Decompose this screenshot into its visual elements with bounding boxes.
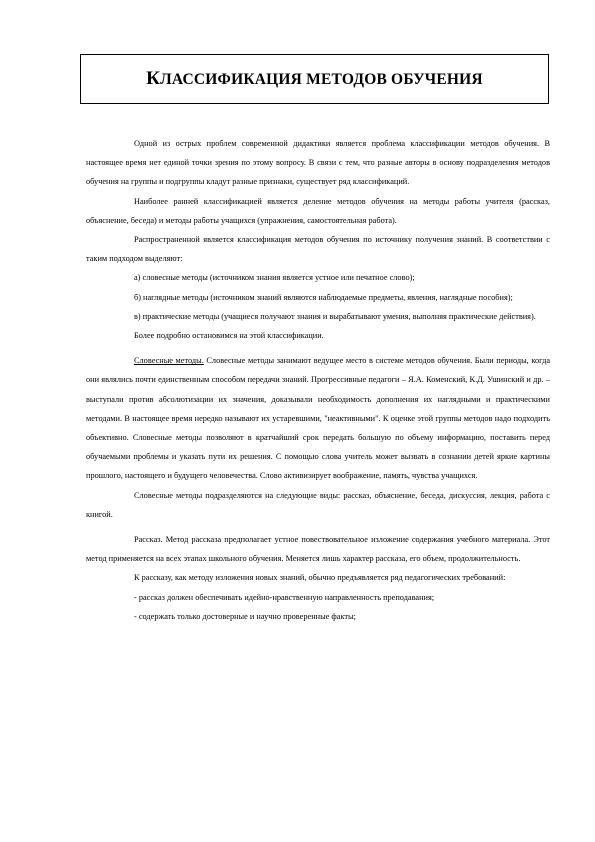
list-item-b: б) наглядные методы (источником знаний являются наблюдаемые предметы, явления, наглядные пособия); <box>134 292 513 302</box>
paragraph-verbal-types: Словесные методы подразделяются на следующие виды: рассказ, объяснение, беседа, дискуссия, лекция, работа с книгой. <box>86 490 550 519</box>
document-body <box>86 134 550 626</box>
list-item-a: а) словесные методы (источником знания является устное или печатное слово); <box>134 273 415 283</box>
verbal-methods-text: Словесные методы занимают ведущее место в системе методов обучения. Были периоды, когда они являлись почти единственным способом передачи знаний. Прогрессивные педагоги – Я.А. Коменский, К.Д. Ушинский и др. – выступали против абсолютизации их значения, доказывали необходимость дополнения их наглядными и практическими методами. В настоящее время нередко называют их устаревшими, "неактивными". К оценке этой группы методов надо подходить объективно. Словесные методы позволяют в кратчайший срок передать большую по объему информацию, поставить перед обучаемыми проблемы и указать пути их решения. С помощью слова учитель может вызвать в сознании детей яркие картины прошлого, настоящего и будущего человечества. Слово активизирует воображение, память, чувства учащихся. <box>86 356 551 481</box>
paragraph-source: Распространенной является классификация методов обучения по источнику получения знаний. В соответствии с таким подходом выделяют: <box>86 235 550 264</box>
page-title <box>146 68 483 90</box>
requirement-item-2: - содержать только достоверные и научно проверенные факты; <box>134 611 356 621</box>
paragraph-story-requirements: К рассказу, как методу изложения новых знаний, обычно предъявляется ряд педагогических требований: <box>134 573 506 583</box>
paragraph-dwell: Более подробно остановимся на этой классификации. <box>134 331 324 341</box>
requirement-item-1: - рассказ должен обеспечивать идейно-нравственную направленность преподавания; <box>134 592 435 602</box>
title-rest: ЛАССИФИКАЦИЯ МЕТОДОВ ОБУЧЕНИЯ <box>160 71 483 88</box>
paragraph-intro: Одной из острых проблем современной дидактики является проблема классификации методов обучения. В настоящее время нет единой точки зрения по этому вопросу. В связи с тем, что разные авторы в основу подразделения методов обучения на группы и подгруппы кладут разные признаки, существует ряд классификаций. <box>86 139 550 187</box>
paragraph-story: Рассказ. Метод рассказа предполагает устное повествовательное изложение содержания учебного материала. Этот метод применяется на всех этапах школьного обучения. Меняется лишь характер рассказа, его объем, продолжительность. <box>86 535 550 564</box>
verbal-methods-heading: Словесные методы. <box>134 356 204 366</box>
title-first-letter: К <box>146 68 161 89</box>
title-box <box>80 54 549 104</box>
paragraph-earliest: Наиболее ранней классификацией является деление методов обучения на методы работы учителя (рассказ, объяснение, беседа) и методы работы учащихся (упражнения, самостоятельная работа). <box>86 196 550 225</box>
list-item-c: в) практические методы (учащиеся получают знания и вырабатывают умения, выполняя практические действия). <box>134 311 536 321</box>
paragraph-verbal-methods <box>86 351 550 485</box>
